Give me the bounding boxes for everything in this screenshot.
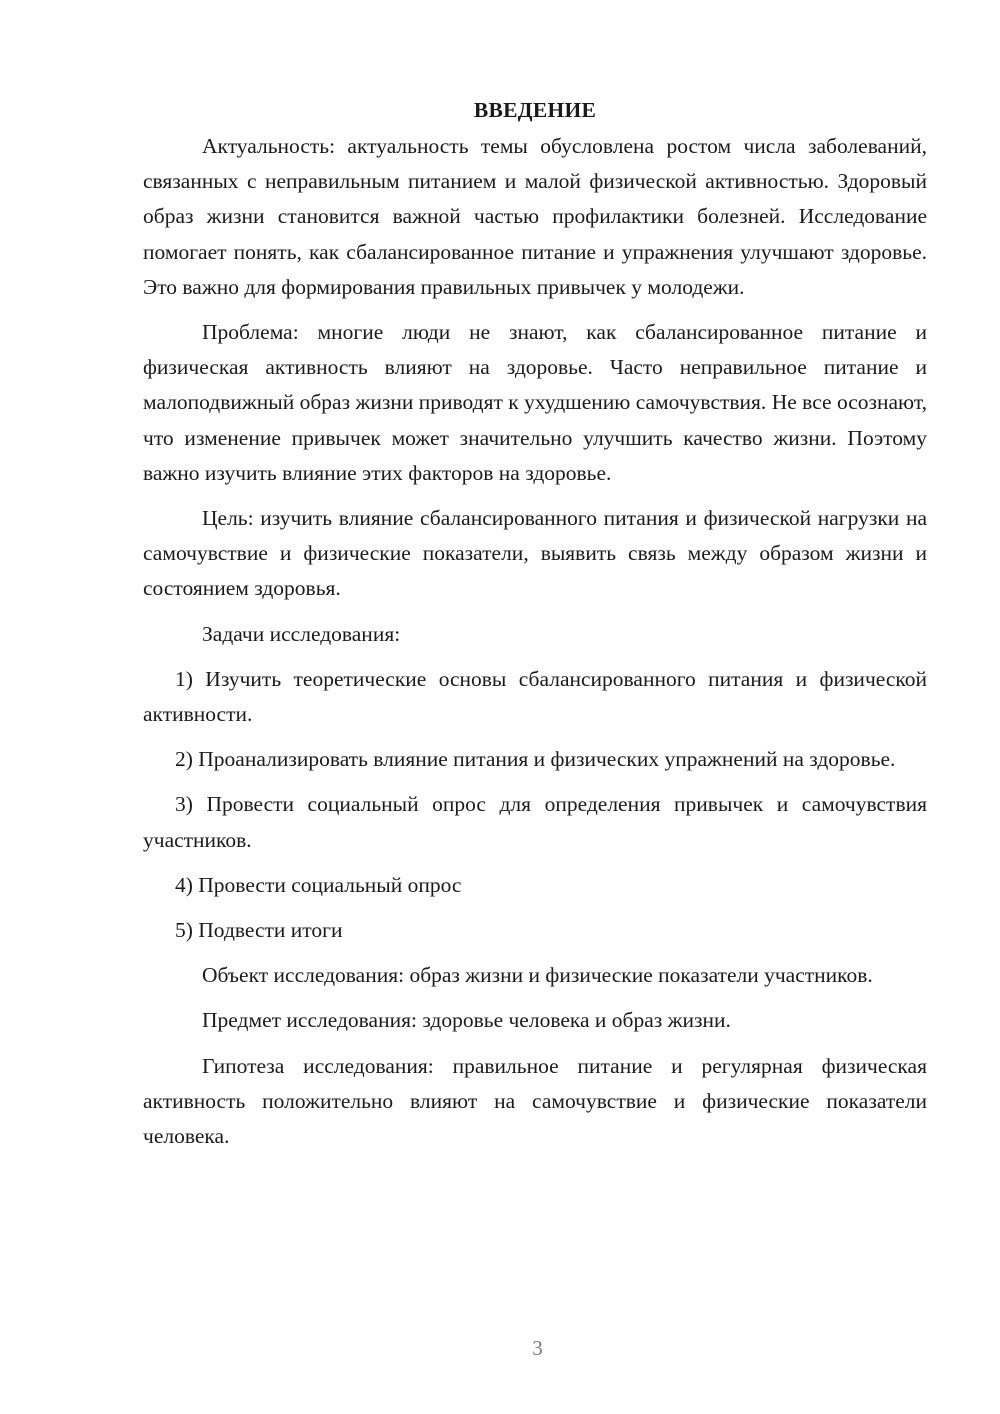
object-paragraph: Объект исследования: образ жизни и физические показатели участников. bbox=[202, 963, 873, 988]
problem-paragraph: Проблема: многие люди не знают, как сбалансированное питание и физическая активность влияют на здоровье. Часто неправильное питание и малоподвижный образ жизни приводят к ухудшению самочувствия. Не все осознают, что изменение привычек может значительно улучшить качество жизни. Поэтому важно изучить влияние этих факторов на здоровье. bbox=[143, 320, 927, 485]
task-item: 5) Подвести итоги bbox=[175, 918, 343, 943]
goal-paragraph: Цель: изучить влияние сбалансированного питания и физической нагрузки на самочувствие и физические показатели, выявить связь между образом жизни и состоянием здоровья. bbox=[143, 506, 927, 601]
relevance-paragraph: Актуальность: актуальность темы обусловлена ростом числа заболеваний, связанных с неправильным питанием и малой физической активностью. Здоровый образ жизни становится важной частью профилактики болезней. Исследование помогает понять, как сбалансированное питание и упражнения улучшают здоровье. Это важно для формирования правильных привычек у молодежи. bbox=[143, 134, 927, 299]
page-number: 3 bbox=[532, 1336, 543, 1360]
page-title: ВВЕДЕНИЕ bbox=[473, 98, 597, 122]
hypothesis-paragraph: Гипотеза исследования: правильное питание и регулярная физическая активность положительно влияют на самочувствие и физические показатели человека. bbox=[143, 1053, 927, 1149]
tasks-list bbox=[143, 662, 927, 948]
tasks-heading: Задачи исследования: bbox=[202, 621, 401, 646]
document-body bbox=[143, 93, 927, 1154]
task-item: 4) Провести социальный опрос bbox=[175, 872, 462, 897]
task-item: 1) Изучить теоретические основы сбалансированного питания и физической активности. bbox=[143, 666, 927, 727]
task-item: 3) Провести социальный опрос для определения привычек и самочувствия участников. bbox=[143, 792, 927, 852]
task-item: 2) Проанализировать влияние питания и физических упражнений на здоровье. bbox=[175, 747, 896, 772]
subject-paragraph: Предмет исследования: здоровье человека и образ жизни. bbox=[202, 1008, 731, 1033]
